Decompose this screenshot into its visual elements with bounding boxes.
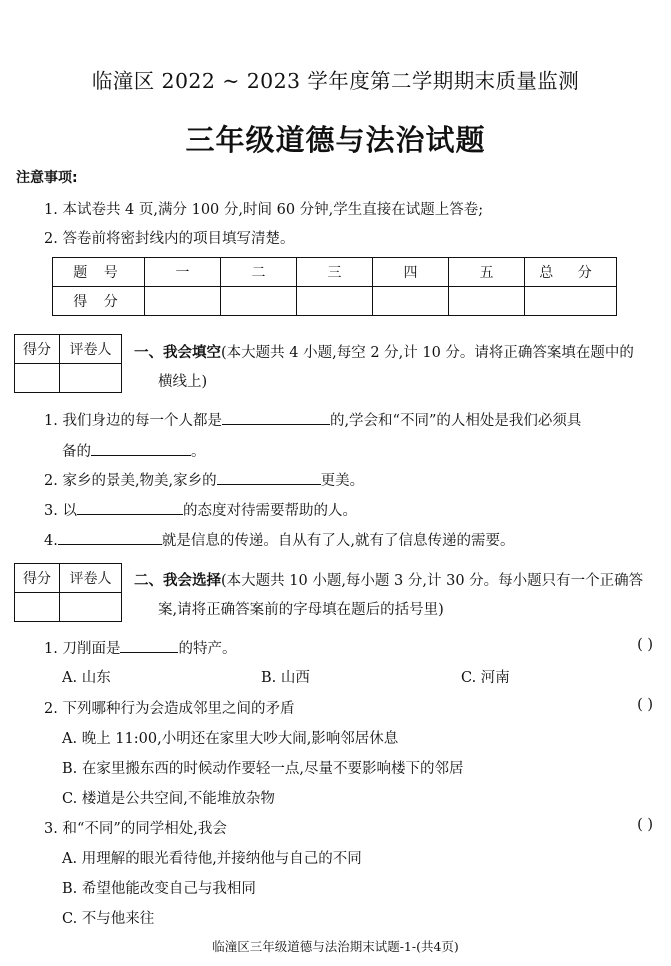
score-cell: 一 bbox=[145, 258, 221, 287]
score-table bbox=[52, 257, 617, 316]
option-c: C. 河南 bbox=[461, 670, 510, 686]
grader-score-label: 得分 bbox=[15, 564, 60, 593]
answer-paren[interactable]: ( ) bbox=[637, 637, 653, 653]
option-a: A. 晚上 11:00,小明还在家里大吵大闹,影响邻居休息 bbox=[62, 731, 399, 747]
answer-blank[interactable] bbox=[91, 441, 191, 456]
question-2-2: 2. 下列哪种行为会造成邻里之间的矛盾 bbox=[44, 701, 295, 717]
score-input-cell[interactable] bbox=[373, 287, 449, 316]
answer-blank[interactable] bbox=[217, 470, 321, 485]
score-cell: 二 bbox=[221, 258, 297, 287]
answer-paren[interactable]: ( ) bbox=[637, 817, 653, 833]
question-text: 更美。 bbox=[320, 473, 365, 489]
option-b: B. 在家里搬东西的时候动作要轻一点,尽量不要影响楼下的邻居 bbox=[62, 761, 464, 777]
section2-desc: (本大题共 10 小题,每小题 3 分,计 30 分。每小题只有一个正确答 bbox=[221, 573, 644, 589]
question-1-3 bbox=[44, 499, 357, 520]
question-text: 的,学会和“不同”的人相处是我们必须具 bbox=[329, 413, 582, 429]
section2-title: 二、我会选择 bbox=[134, 573, 221, 589]
question-text: 3. 以 bbox=[44, 503, 77, 519]
section2-desc-cont: 案,请将正确答案前的字母填在题后的括号里) bbox=[158, 602, 444, 618]
question-text: 1. 刀削面是 bbox=[44, 641, 121, 657]
grader-box-2 bbox=[14, 563, 122, 622]
question-1-4 bbox=[44, 529, 514, 550]
question-1-2 bbox=[44, 469, 364, 490]
score-input-cell[interactable] bbox=[449, 287, 525, 316]
grader-score-cell[interactable] bbox=[15, 593, 60, 622]
answer-blank[interactable] bbox=[77, 500, 183, 515]
question-1-1-cont bbox=[62, 440, 206, 461]
grader-score-label: 得分 bbox=[15, 335, 60, 364]
question-text: 。 bbox=[191, 444, 206, 460]
score-input-cell[interactable] bbox=[525, 287, 617, 316]
section1-heading bbox=[134, 341, 634, 362]
option-c: C. 不与他来往 bbox=[62, 911, 155, 927]
answer-paren[interactable]: ( ) bbox=[637, 697, 653, 713]
option-c: C. 楼道是公共空间,不能堆放杂物 bbox=[62, 791, 275, 807]
section2-heading bbox=[134, 569, 643, 590]
notes-heading: 注意事项: bbox=[16, 170, 78, 186]
note-item: 2. 答卷前将密封线内的项目填写清楚。 bbox=[44, 231, 295, 247]
score-cell: 四 bbox=[373, 258, 449, 287]
option-a: A. 山东 bbox=[62, 670, 111, 686]
answer-blank[interactable] bbox=[120, 638, 178, 653]
score-cell: 得 分 bbox=[53, 287, 145, 316]
grader-name-label: 评卷人 bbox=[60, 564, 122, 593]
grader-name-label: 评卷人 bbox=[60, 335, 122, 364]
score-input-cell[interactable] bbox=[145, 287, 221, 316]
score-table-header-row bbox=[53, 258, 617, 287]
grader-name-cell[interactable] bbox=[60, 593, 122, 622]
note-item: 1. 本试卷共 4 页,满分 100 分,时间 60 分钟,学生直接在试题上答卷; bbox=[44, 202, 484, 218]
score-cell: 题 号 bbox=[53, 258, 145, 287]
score-table-score-row bbox=[53, 287, 617, 316]
question-text: 4. bbox=[44, 533, 58, 549]
score-cell: 总 分 bbox=[525, 258, 617, 287]
section1-title: 一、我会填空 bbox=[134, 345, 221, 361]
question-1-1 bbox=[44, 409, 581, 430]
page-footer: 临潼区三年级道德与法治期末试题-1-(共4页) bbox=[212, 939, 459, 954]
score-input-cell[interactable] bbox=[221, 287, 297, 316]
grader-name-cell[interactable] bbox=[60, 364, 122, 393]
answer-blank[interactable] bbox=[222, 410, 330, 425]
question-text: 就是信息的传递。自从有了人,就有了信息传递的需要。 bbox=[161, 533, 515, 549]
grader-box-1 bbox=[14, 334, 122, 393]
score-cell: 三 bbox=[297, 258, 373, 287]
question-text: 备的 bbox=[62, 444, 91, 460]
option-a: A. 用理解的眼光看待他,并接纳他与自己的不同 bbox=[62, 851, 362, 867]
question-text: 的特产。 bbox=[178, 641, 237, 657]
option-b: B. 山西 bbox=[261, 670, 310, 686]
exam-header-title: 临潼区 2022 ~ 2023 学年度第二学期期末质量监测 bbox=[91, 69, 580, 93]
section1-desc-cont: 横线上) bbox=[158, 374, 208, 390]
question-text: 1. 我们身边的每一个人都是 bbox=[44, 413, 222, 429]
score-input-cell[interactable] bbox=[297, 287, 373, 316]
option-b: B. 希望他能改变自己与我相同 bbox=[62, 881, 256, 897]
grader-score-cell[interactable] bbox=[15, 364, 60, 393]
question-text: 2. 家乡的景美,物美,家乡的 bbox=[44, 473, 217, 489]
exam-subject-title: 三年级道德与法治试题 bbox=[185, 123, 486, 157]
question-text: 的态度对待需要帮助的人。 bbox=[182, 503, 357, 519]
score-cell: 五 bbox=[449, 258, 525, 287]
section1-desc: (本大题共 4 小题,每空 2 分,计 10 分。请将正确答案填在题中的 bbox=[221, 345, 634, 361]
question-2-3: 3. 和“不同”的同学相处,我会 bbox=[44, 821, 227, 837]
question-2-1 bbox=[44, 637, 236, 658]
answer-blank[interactable] bbox=[58, 530, 162, 545]
